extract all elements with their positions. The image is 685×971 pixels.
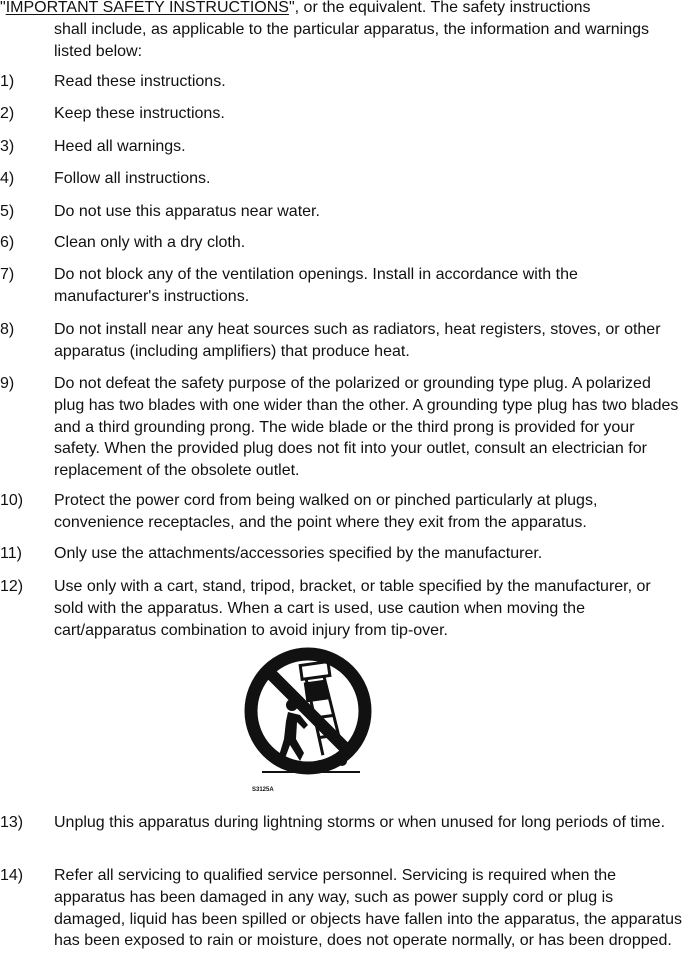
- item-text: Read these instructions.: [54, 73, 226, 90]
- item-text: Do not defeat the safety purpose of the polarized or grounding type plug. A polarized plug has two blades with one wider than the other. A grounding type plug has two blades and a third grounding prong. The wide blade or the third prong is provided for your safety. When the provided plug does not fit into your outlet, consult an electrician for replacement of the obsolete outlet.: [54, 375, 679, 480]
- item-text: Unplug this apparatus during lightning storms or when unused for long periods of time.: [54, 814, 666, 831]
- item-number: 14): [0, 867, 24, 884]
- item-number: 2): [0, 105, 15, 122]
- item-number: 13): [0, 814, 24, 831]
- item-number: 10): [0, 492, 24, 509]
- item-text: Only use the attachments/accessories specified by the manufacturer.: [54, 545, 543, 562]
- item-text: Protect the power cord from being walked on or pinched particularly at plugs, convenience receptacles, and the point where they exit from the apparatus.: [54, 492, 598, 531]
- intro-first-line: [0, 0, 680, 19]
- item-number: 3): [0, 138, 15, 155]
- item-number: 11): [0, 545, 22, 562]
- item-number: 7): [0, 266, 15, 283]
- item-text: Use only with a cart, stand, tripod, bracket, or table specified by the manufacturer, or sold with the apparatus. When a cart is used, use caution when moving the cart/apparatus combination to avoid injury from tip-over.: [54, 578, 651, 639]
- figure-code: S3125A: [252, 787, 274, 793]
- intro-paragraph: [0, 0, 680, 62]
- item-number: 1): [0, 73, 15, 90]
- item-number: 6): [0, 234, 15, 251]
- item-number: 4): [0, 170, 15, 187]
- item-text: Do not install near any heat sources such as radiators, heat registers, stoves, or other apparatus (including amplifiers) that produce heat.: [54, 321, 661, 360]
- item-text: Heed all warnings.: [54, 138, 186, 155]
- item-text: Follow all instructions.: [54, 170, 211, 187]
- item-text: Refer all servicing to qualified service personnel. Servicing is required when the apparatus has been damaged in any way, such as power supply cord or plug is damaged, liquid has been spilled or objects have fallen into the apparatus, the apparatus has been exposed to rain or moisture, does not operate normally, or has been dropped.: [54, 867, 682, 950]
- item-number: 12): [0, 578, 24, 595]
- item-text: Keep these instructions.: [54, 105, 225, 122]
- item-text: Do not block any of the ventilation openings. Install in accordance with the manufacturer's instructions.: [54, 266, 578, 305]
- item-number: 9): [0, 375, 15, 392]
- intro-first-line-rest: ", or the equivalent. The safety instructions: [288, 0, 591, 16]
- item-text: Do not use this apparatus near water.: [54, 203, 320, 220]
- item-number: 5): [0, 203, 15, 220]
- item-number: 8): [0, 321, 15, 338]
- intro-heading-underlined: IMPORTANT SAFETY INSTRUCTIONS: [5, 0, 289, 16]
- intro-quote: ": [0, 0, 6, 16]
- item-text: Clean only with a dry cloth.: [54, 234, 246, 251]
- cart-tip-over-warning-icon: [242, 645, 380, 793]
- intro-continuation: shall include, as applicable to the particular apparatus, the information and warnings listed below:: [54, 20, 650, 60]
